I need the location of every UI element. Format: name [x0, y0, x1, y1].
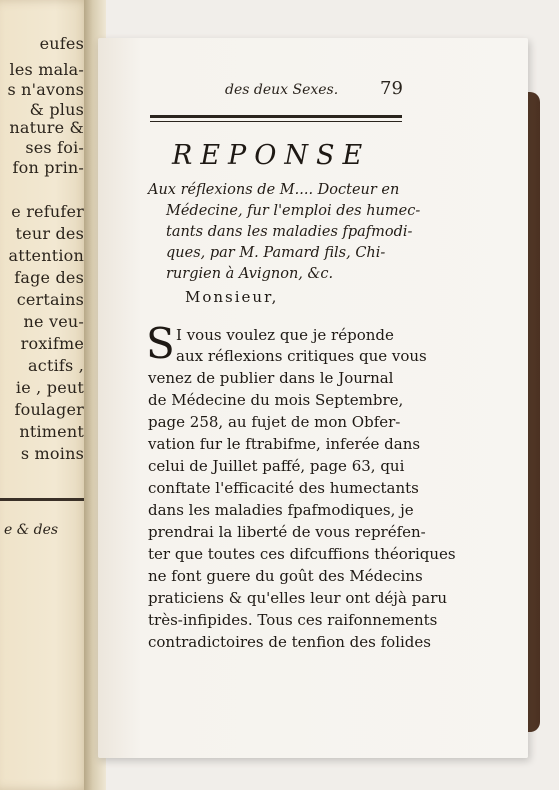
left-page-fragment: fon prin-: [12, 158, 84, 177]
left-page: [0, 0, 92, 790]
running-head: des deux Sexes.: [225, 82, 339, 98]
left-page-footer: e & des: [4, 522, 59, 538]
left-page-fragment: teur des: [15, 224, 84, 243]
body-line: prendrai la liberté de vous repréfen-: [148, 523, 426, 541]
left-page-fragment: attention: [8, 246, 84, 265]
subtitle-line: rurgien à Avignon, &c.: [166, 266, 334, 282]
left-page-fragment: ses foi-: [25, 138, 84, 157]
left-page-fragment: & plus: [29, 100, 84, 119]
left-page-fragment: eufes: [39, 34, 84, 53]
body-line: de Médecine du mois Septembre,: [148, 391, 404, 409]
body-line: venez de publier dans le Journal: [148, 369, 394, 387]
left-page-fragment: foulager: [14, 400, 84, 419]
chapter-title: REPONSE: [172, 140, 371, 171]
body-line: très-infipides. Tous ces raifonnements: [148, 611, 438, 629]
left-page-fragment: actifs ,: [28, 356, 84, 375]
page-number: 79: [380, 78, 403, 99]
left-page-fragment: s moins: [20, 444, 84, 463]
body-line: celui de Juillet paffé, page 63, qui: [148, 457, 405, 475]
left-page-fragment: ntiment: [19, 422, 84, 441]
left-page-fragment: ne veu-: [23, 312, 84, 331]
left-page-fragment: e refufer: [11, 202, 84, 221]
left-page-fragment: roxifme: [20, 334, 84, 353]
body-line: page 258, au fujet de mon Obfer-: [148, 413, 401, 431]
subtitle-line: Médecine, fur l'emploi des humec-: [166, 203, 421, 219]
body-line: vation fur le ftrabifme, inferée dans: [148, 435, 421, 453]
subtitle-line: tants dans les maladies fpafmodi-: [166, 224, 413, 240]
left-page-fragment: certains: [16, 290, 84, 309]
body-line: aux réflexions critiques que vous: [176, 347, 427, 365]
subtitle-line: ques, par M. Pamard fils, Chi-: [166, 245, 386, 261]
ornamental-rule: [150, 115, 402, 118]
salutation: Monsieur,: [185, 288, 279, 306]
left-page-fragment: s n'avons: [7, 80, 84, 99]
body-line: ter que toutes ces difcuffions théoriques: [148, 545, 456, 563]
left-page-fragment: les mala-: [9, 60, 84, 79]
left-page-fragment: nature &: [9, 118, 84, 137]
body-line: conftate l'efficacité des humectants: [148, 479, 419, 497]
drop-cap: S: [146, 319, 175, 368]
left-page-rule: [0, 498, 88, 501]
subtitle-line: Aux réflexions de M.... Docteur en: [148, 182, 400, 198]
body-line: dans les maladies fpafmodiques, je: [148, 501, 414, 519]
body-line: I vous voulez que je réponde: [176, 326, 394, 344]
left-page-fragment: fage des: [14, 268, 84, 287]
left-page-fragment: ie , peut: [15, 378, 84, 397]
body-line: contradictoires de tenfion des folides: [148, 633, 431, 651]
ornamental-rule-thin: [150, 121, 402, 122]
body-line: ne font guere du goût des Médecins: [148, 567, 423, 585]
body-line: praticiens & qu'elles leur ont déjà paru: [148, 589, 448, 607]
